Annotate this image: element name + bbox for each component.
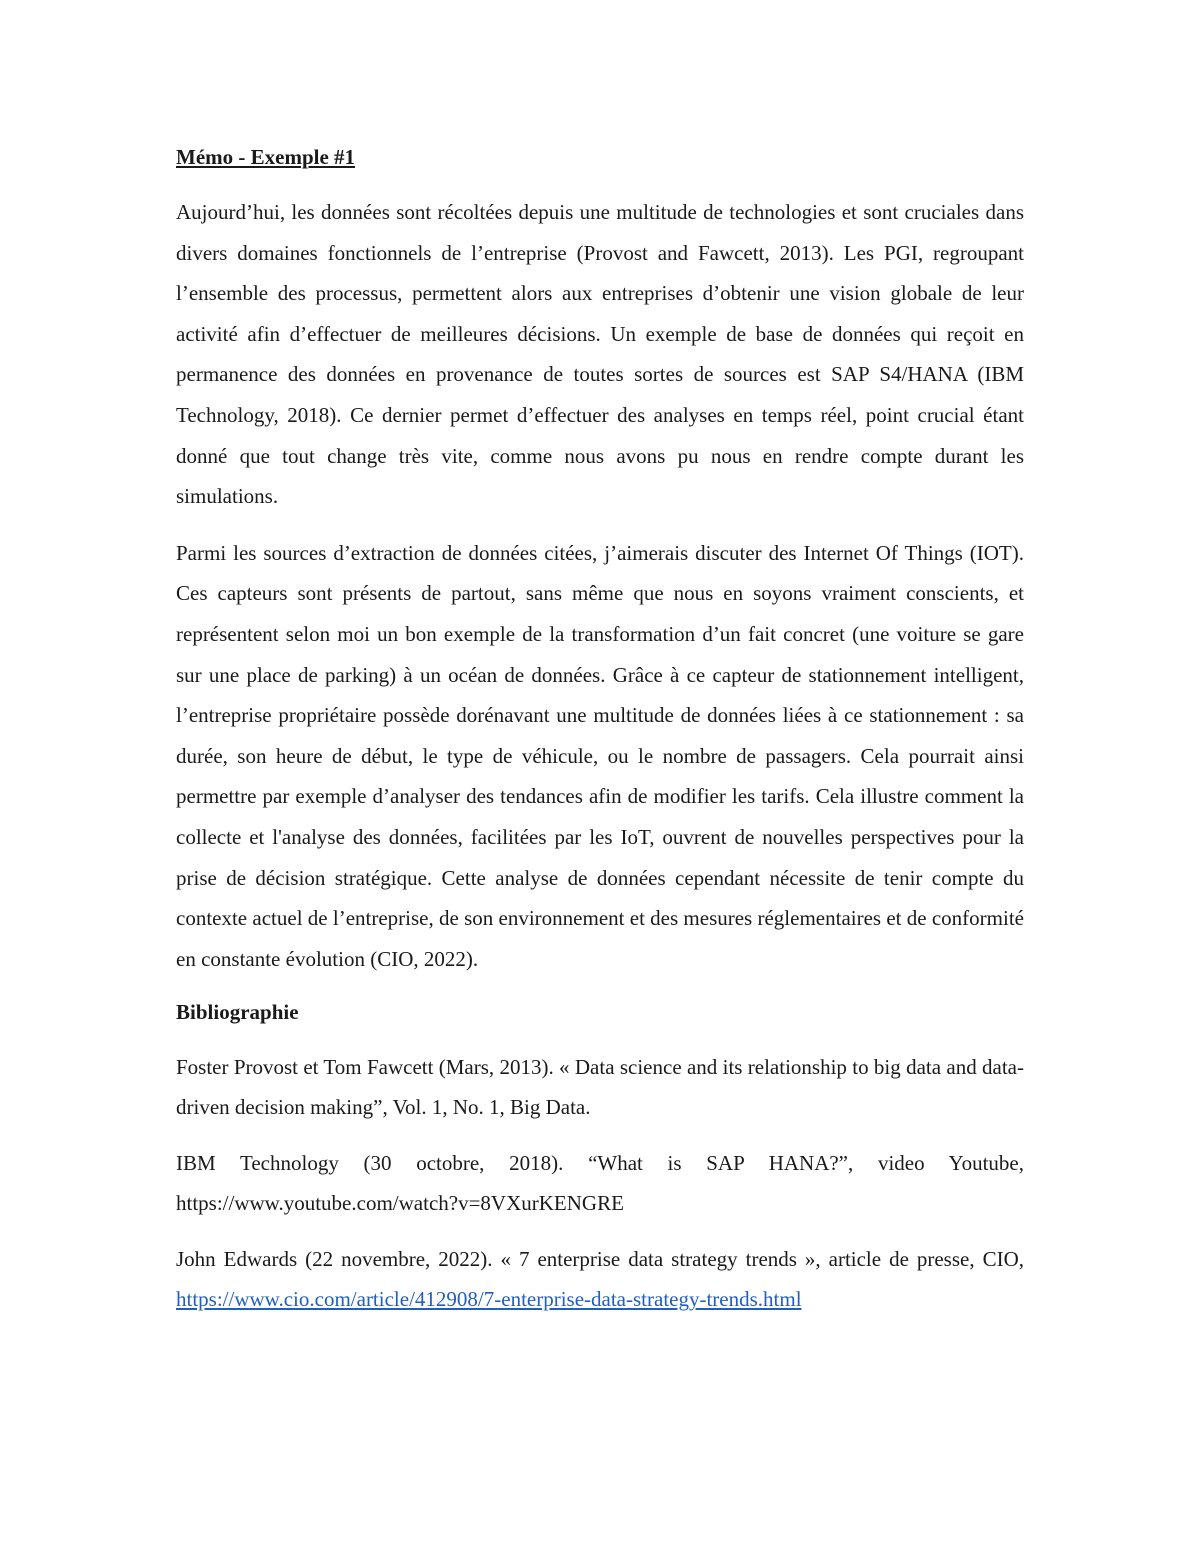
memo-paragraph-1: Aujourd’hui, les données sont récoltées depuis une multitude de technologies et sont cruciales dans divers domaines fonctionnels de l’entreprise (Provost and Fawcett, 2013). Les PGI, regroupant l’ensemble des processus, permettent alors aux entreprises d’obtenir une vision globale de leur activité afin d’effectuer de meilleures décisions. Un exemple de base de données qui reçoit en permanence des données en provenance de toutes sortes de sources est SAP S4/HANA (IBM Technology, 2018). Ce dernier permet d’effectuer des analyses en temps réel, point crucial étant donné que tout change très vite, comme nous avons pu nous en rendre compte durant les simulations.	[176, 200, 1024, 509]
bibliography-entry-cio	[176, 1239, 1024, 1319]
bibliography-heading: Bibliographie	[176, 1000, 299, 1025]
memo-title: Mémo - Exemple #1	[176, 145, 356, 169]
cio-article-link[interactable]: https://www.cio.com/article/412908/7-enterprise-data-strategy-trends.html	[176, 1287, 802, 1312]
document-page	[176, 140, 1024, 1335]
bibliography-entry-ibm: IBM Technology (30 octobre, 2018). “What is SAP HANA?”, video Youtube, https://www.youtube.com/watch?v=8VXurKENGRE	[176, 1151, 1024, 1216]
bibliography-entry-cio-text: John Edwards (22 novembre, 2022). « 7 enterprise data strategy trends », article de presse, CIO,	[176, 1247, 1024, 1272]
memo-paragraph-2: Parmi les sources d’extraction de données citées, j’aimerais discuter des Internet Of Things (IOT). Ces capteurs sont présents de partout, sans même que nous en soyons vraiment conscients, et représentent selon moi un bon exemple de la transformation d’un fait concret (une voiture se gare sur une place de parking) à un océan de données. Grâce à ce capteur de stationnement intelligent, l’entreprise propriétaire possède dorénavant une multitude de données liées à ce stationnement : sa durée, son heure de début, le type de véhicule, ou le nombre de passagers. Cela pourrait ainsi permettre par exemple d’analyser des tendances afin de modifier les tarifs. Cela illustre comment la collecte et l'analyse des données, facilitées par les IoT, ouvrent de nouvelles perspectives pour la prise de décision stratégique. Cette analyse de données cependant nécessite de tenir compte du contexte actuel de l’entreprise, de son environnement et des mesures réglementaires et de conformité en constante évolution (CIO, 2022).	[176, 540, 1024, 971]
bibliography-entry-provost: Foster Provost et Tom Fawcett (Mars, 2013). « Data science and its relationship to big data and data-driven decision making”, Vol. 1, No. 1, Big Data.	[176, 1055, 1024, 1120]
